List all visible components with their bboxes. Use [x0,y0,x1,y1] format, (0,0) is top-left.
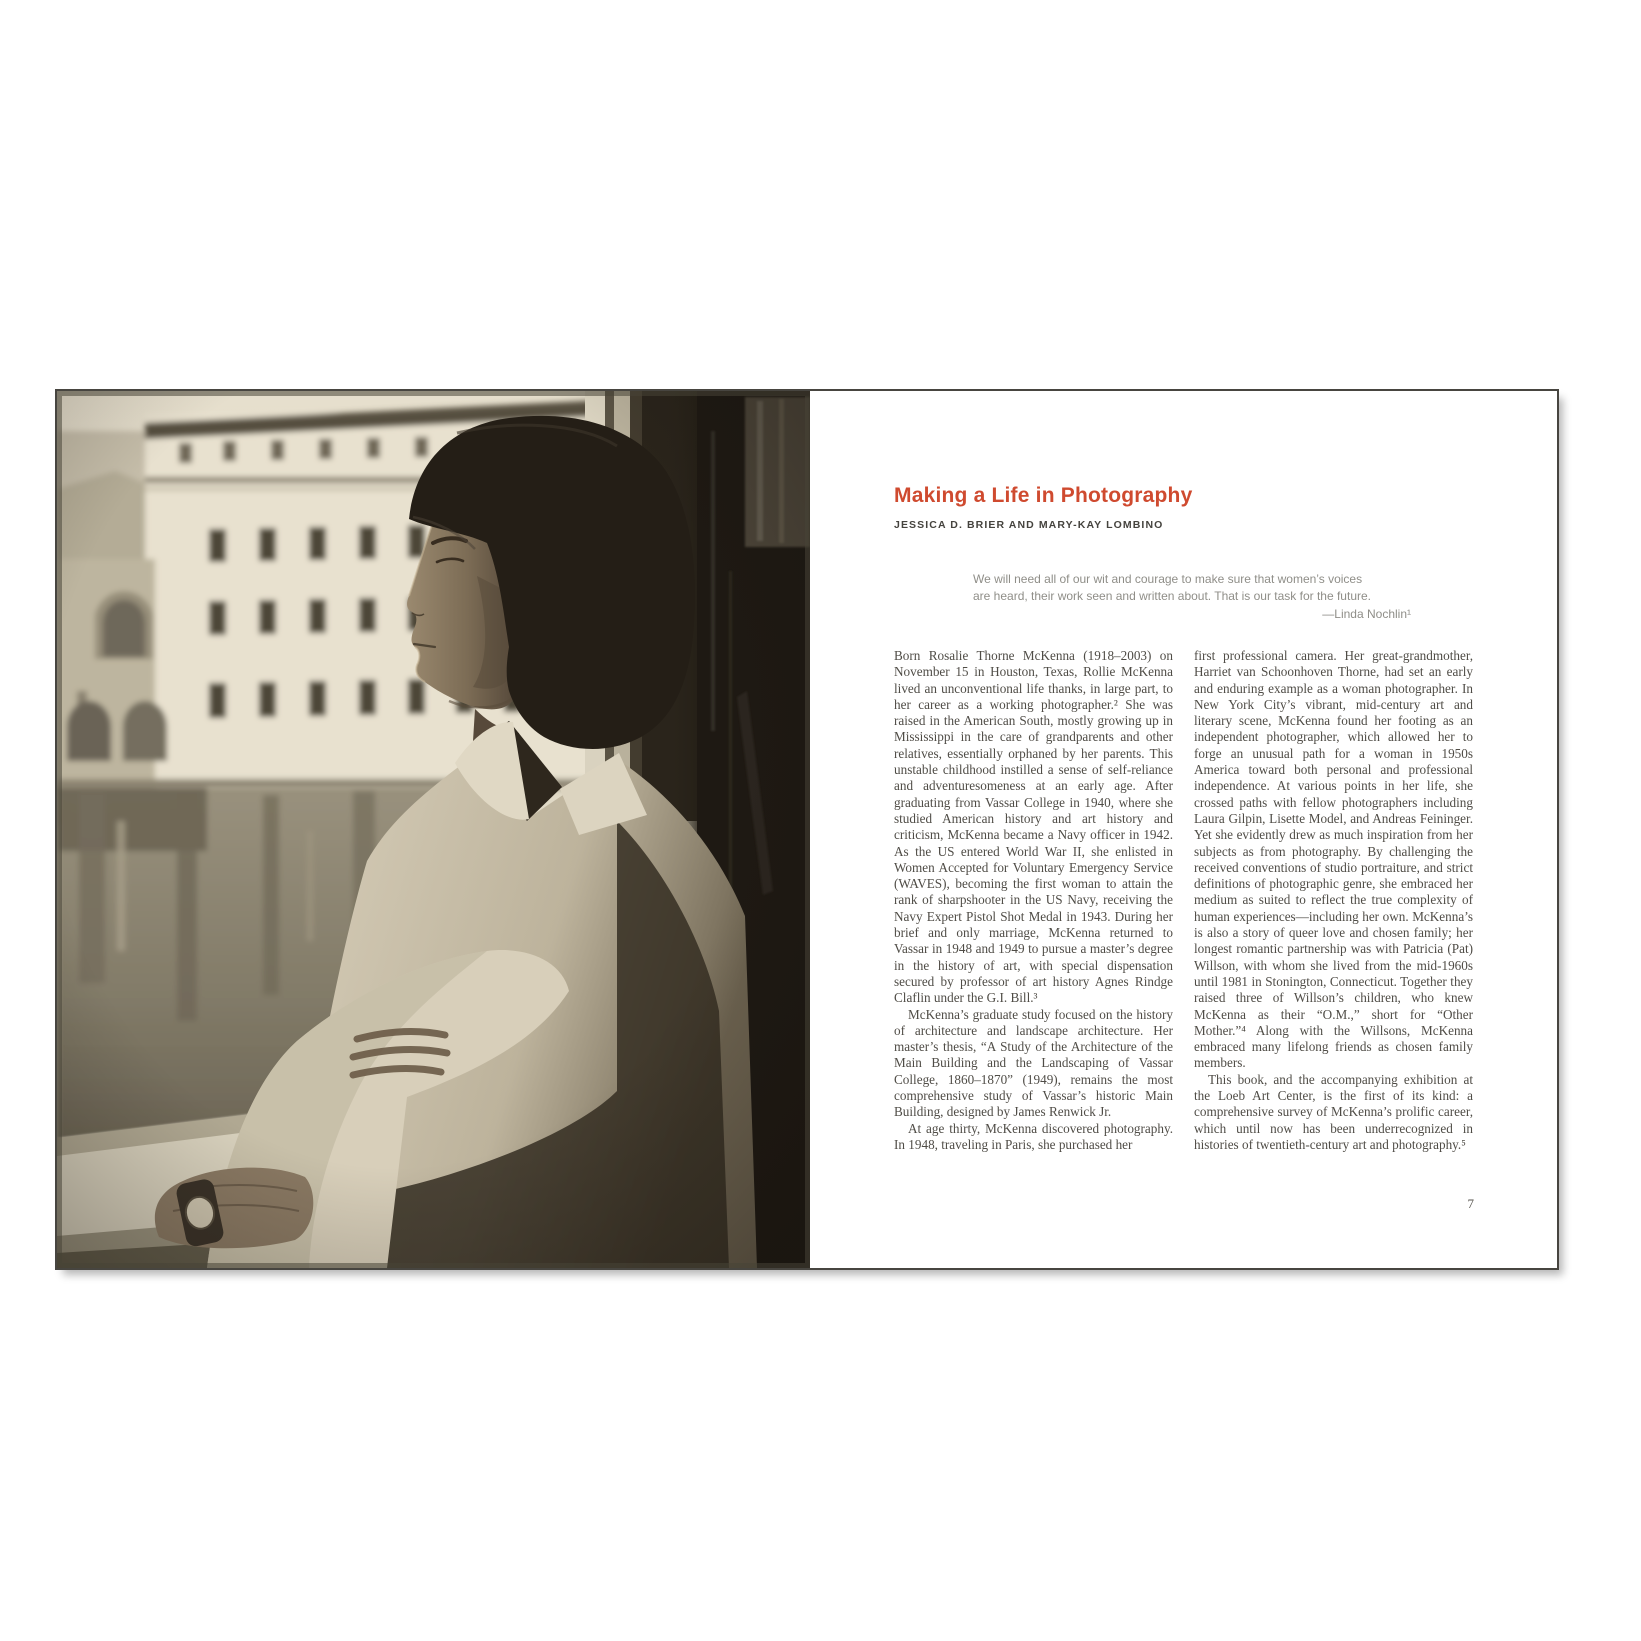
body-paragraph: first professional camera. Her great-grandmother, Harriet van Schoonhoven Thorne, had set an early and enduring example as a woman photographer. In New York City’s vibrant, mid-century art and literary scene, McKenna found her footing as an independent photographer, which allowed her to forge an unusual path for a woman in 1950s America toward both personal and professional independence. At various points in her life, she crossed paths with fellow photographers including Laura Gilpin, Lisette Model, and Andreas Feininger. Yet she evidently drew as much inspiration from her subjects as from photography. By challenging the received conventions of studio portraiture, and strict definitions of photographic genre, she embraced her medium as suited to reflect the true complexity of human experiences—including her own. McKenna’s is also a story of queer love and chosen family; her longest romantic partnership was with Patricia (Pat) Willson, with whom she lived from the mid-1960s until 1981 in Stonington, Connecticut. Together they raised three of Willson’s children, who knew McKenna as their “O.M.,” short for “Other Mother.”⁴ Along with the Willsons, McKenna embraced many lifelong friends as chosen family members. [1194,648,1473,1071]
body-paragraph: This book, and the accompanying exhibition at the Loeb Art Center, is the first of its kind: a comprehensive survey of McKenna’s prolific career, which until now has been underrecognized in histories of twentieth-century art and photography.⁵ [1194,1071,1473,1152]
left-page [57,391,810,1268]
epigraph-line: are heard, their work seen and written about. That is our task for the future. [973,589,1371,603]
body-paragraph: At age thirty, McKenna discovered photography. In 1948, traveling in Paris, she purchased her [894,1120,1173,1152]
text-column-left [894,648,1173,1153]
epigraph-line: We will need all of our wit and courage to make sure that women’s voices [973,572,1363,586]
epigraph-attribution: —Linda Nochlin¹ [1322,607,1411,621]
epigraph [973,571,1411,623]
byline: JESSICA D. BRIER AND MARY-KAY LOMBINO [894,519,1164,531]
body-paragraph: McKenna’s graduate study focused on the history of architecture and landscape architecture. Her master’s thesis, “A Study of the Architecture of the Main Building and the Landscaping of Vassar College, 1860–1870” (1949), remains the most comprehensive study of Vassar’s historic Main Building, designed by James Renwick Jr. [894,1006,1173,1120]
text-column-right [1194,648,1473,1153]
page-number: 7 [1467,1196,1474,1211]
portrait-photo [57,391,810,1268]
body-paragraph: Born Rosalie Thorne McKenna (1918–2003) on November 15 in Houston, Texas, Rollie McKenna lived an unconventional life thanks, in large part, to her career as a working photographer.² She was raised in the American South, mostly growing up in Mississippi in the care of grandparents and other relatives, essentially orphaned by her parents. This unstable childhood instilled a sense of self-reliance and adventuresomeness at an early age. After graduating from Vassar College in 1940, where she studied American history and art history and criticism, McKenna became a Navy officer in 1942. As the US entered World War II, she enlisted in Women Accepted for Voluntary Emergency Service (WAVES), becoming the first woman to attain the rank of sharpshooter in the US Navy, receiving the Navy Expert Pistol Shot Medal in 1943. During her brief and only marriage, McKenna returned to Vassar in 1948 and 1949 to pursue a master’s degree in the history of art, with special dispensation secured by professor of art history Agnes Rindge Claflin under the G.I. Bill.³ [894,648,1173,1006]
right-page [810,391,1557,1268]
body-columns [894,648,1474,1153]
book-spread [57,391,1557,1268]
page-title: Making a Life in Photography [894,484,1193,507]
